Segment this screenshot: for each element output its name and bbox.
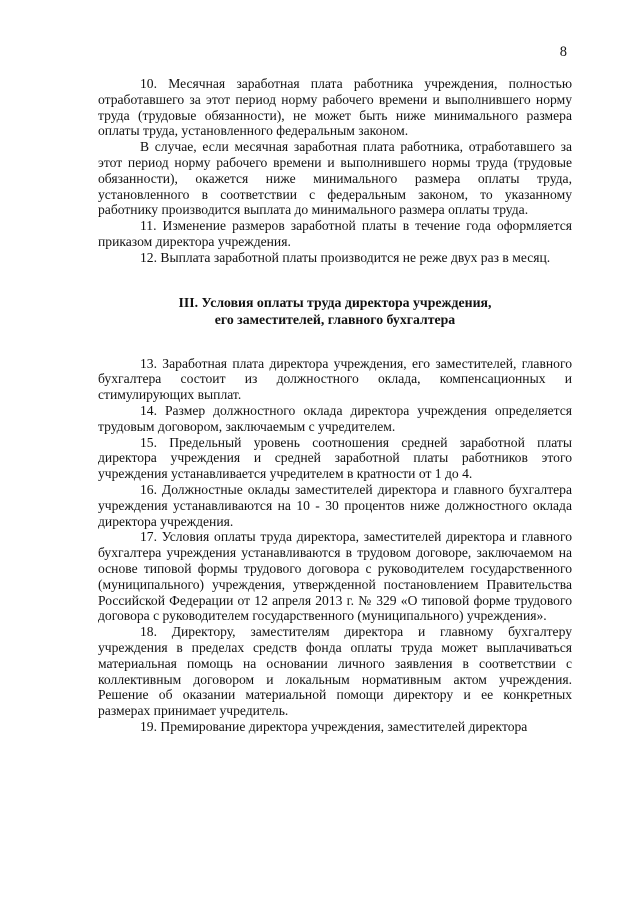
section-heading-line-1: III. Условия оплаты труда директора учреждения, [178, 294, 492, 310]
paragraph-18: 18. Директору, заместителям директора и главному бухгалтеру учреждения в пределах средств фонда оплаты труда может выплачиваться материальная помощь на основании личного заявления в соответствии с коллективным договором и локальным нормативным актом учреждения. Решение об оказании материальной помощи директору и ее конкретных размерах принимает учредитель. [98, 624, 572, 719]
paragraph-10: 10. Месячная заработная плата работника учреждения, полностью отработавшего за этот период норму рабочего времени и выполнившего норму труда (трудовые обязанности), не может быть ниже минимального размера оплаты труда, установленного федеральным законом. [98, 76, 572, 139]
section-heading [98, 294, 572, 328]
paragraph-16: 16. Должностные оклады заместителей директора и главного бухгалтера учреждения устанавливаются на 10 - 30 процентов ниже должностного оклада директора учреждения. [98, 481, 572, 529]
paragraph-17: 17. Условия оплаты труда директора, заместителей директора и главного бухгалтера учреждения устанавливаются в трудовом договоре, заключаемом на основе типовой формы трудового договора с руководителем государственного (муниципального) учреждения, утвержденной постановлением Правительства Российской Федерации от 12 апреля 2013 г. № 329 «О типовой форме трудового договора с руководителем государственного (муниципального) учреждения». [98, 529, 572, 624]
paragraph-12: 12. Выплата заработной платы производится не реже двух раз в месяц. [140, 249, 551, 265]
page-number: 8 [559, 44, 567, 60]
document-body [98, 76, 572, 735]
section-heading-line-2: его заместителей, главного бухгалтера [214, 311, 456, 327]
paragraph-11: 11. Изменение размеров заработной платы в течение года оформляется приказом директора учреждения. [98, 218, 572, 249]
paragraph-minimum-wage-case: В случае, если месячная заработная плата работника, отработавшего за этот период норму рабочего времени и выполнившего нормы труда (трудовые обязанности), окажется ниже минимального размера оплаты труда, установленного в соответствии с федеральным законом, то указанному работнику производится выплата до минимального размера оплаты труда. [98, 139, 572, 218]
paragraph-13: 13. Заработная плата директора учреждения, его заместителей, главного бухгалтера состоит из должностного оклада, компенсационных и стимулирующих выплат. [98, 355, 572, 403]
paragraph-14: 14. Размер должностного оклада директора учреждения определяется трудовым договором, заключаемым с учредителем. [98, 402, 572, 434]
paragraph-19: 19. Премирование директора учреждения, заместителей директора [140, 718, 528, 734]
paragraph-15: 15. Предельный уровень соотношения средней заработной платы директора учреждения и средней заработной платы работников этого учреждения устанавливается учредителем в кратности от 1 до 4. [98, 434, 572, 482]
